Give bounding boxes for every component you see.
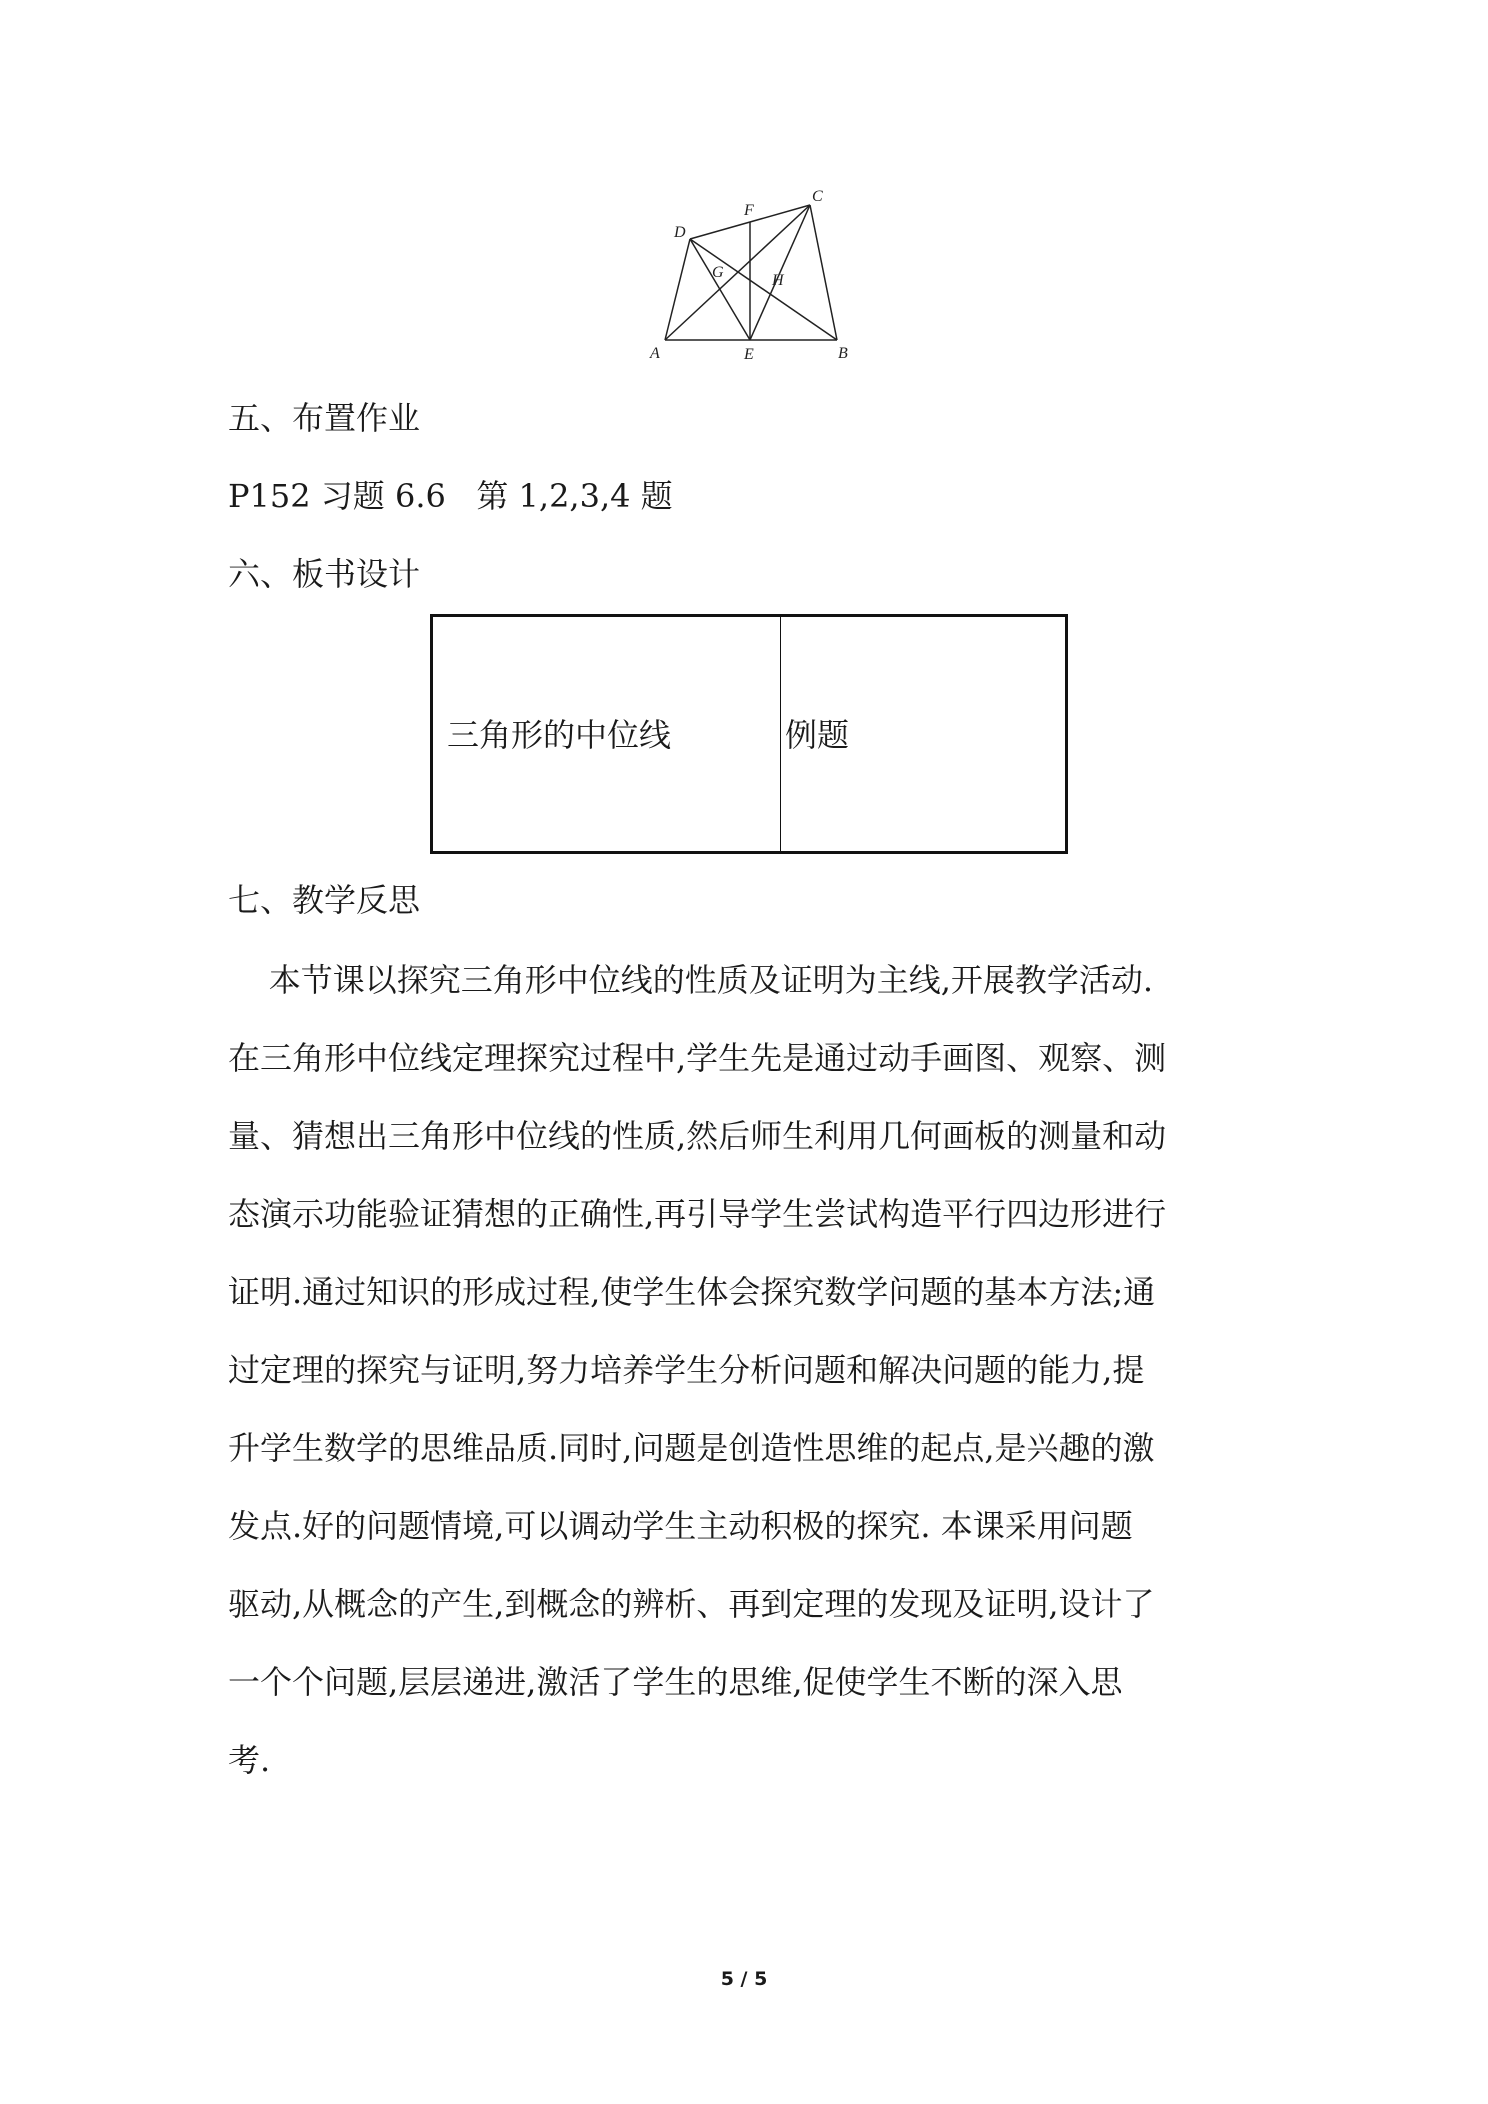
board-cell-example: 例题: [785, 716, 850, 754]
paragraph-line: 本节课以探究三角形中位线的性质及证明为主线,开展教学活动.: [228, 961, 1154, 999]
homework-heading: 五、布置作业: [228, 399, 421, 437]
paragraph-line: 考.: [228, 1741, 271, 1779]
board-cell-topic: 三角形的中位线: [447, 716, 672, 754]
paragraph-line: 升学生数学的思维品质.同时,问题是创造性思维的起点,是兴趣的激: [228, 1429, 1155, 1467]
homework-text: P152 习题 6.6 第 1,2,3,4 题: [228, 477, 673, 515]
paragraph-line: 在三角形中位线定理探究过程中,学生先是通过动手画图、观察、测: [228, 1039, 1167, 1077]
label-h: H: [772, 272, 784, 289]
label-b: B: [838, 345, 848, 362]
paragraph-line: 发点.好的问题情境,可以调动学生主动积极的探究. 本课采用问题: [228, 1507, 1133, 1545]
side-da: [665, 239, 690, 340]
label-f: F: [744, 202, 754, 219]
paragraph-line: 驱动,从概念的产生,到概念的辨析、再到定理的发现及证明,设计了: [228, 1585, 1155, 1623]
label-a: A: [650, 345, 660, 362]
reflection-heading: 七、教学反思: [228, 881, 421, 919]
label-e: E: [744, 346, 754, 363]
paragraph-line: 一个个问题,层层递进,激活了学生的思维,促使学生不断的深入思: [228, 1663, 1123, 1701]
label-d: D: [674, 224, 686, 241]
paragraph-line: 态演示功能验证猜想的正确性,再引导学生尝试构造平行四边形进行: [228, 1195, 1167, 1233]
board-design-table: [430, 614, 1068, 854]
label-g: G: [712, 264, 724, 281]
table-divider: [780, 617, 781, 851]
page-number: 5 / 5: [720, 1968, 768, 1990]
diagonal-bd: [690, 239, 837, 340]
paragraph-line: 量、猜想出三角形中位线的性质,然后师生利用几何画板的测量和动: [228, 1117, 1167, 1155]
paragraph-line: 过定理的探究与证明,努力培养学生分析问题和解决问题的能力,提: [228, 1351, 1145, 1389]
side-bc: [810, 205, 837, 340]
geometry-figure: [640, 185, 860, 365]
board-heading: 六、板书设计: [228, 555, 421, 593]
segment-ed: [690, 239, 750, 340]
paragraph-line: 证明.通过知识的形成过程,使学生体会探究数学问题的基本方法;通: [228, 1273, 1156, 1311]
label-c: C: [812, 188, 823, 205]
trapezoid-diagram: [640, 185, 860, 365]
